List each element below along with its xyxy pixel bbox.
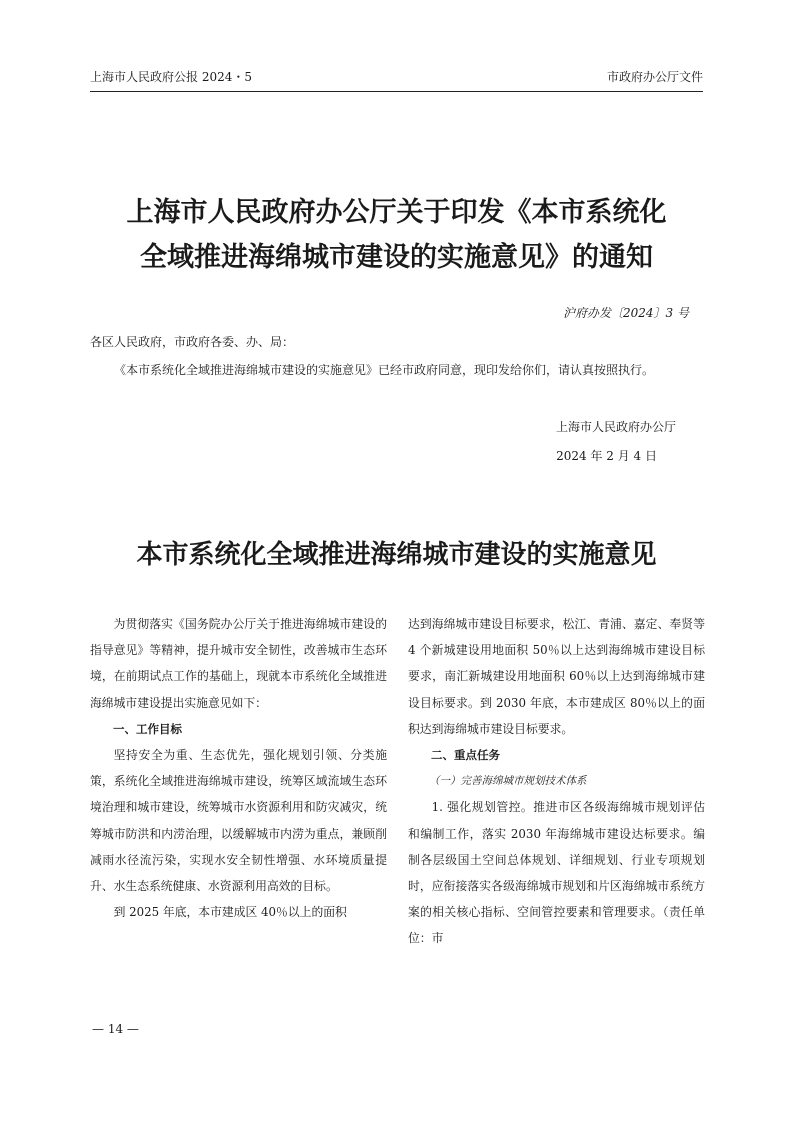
left-column	[90, 611, 387, 925]
notice-body: 《本市系统化全域推进海绵城市建设的实施意见》已经市政府同意，现印发给你们，请认真按照执行。	[114, 363, 655, 377]
section-heading-tasks: 二、重点任务	[431, 748, 500, 763]
subsection-heading-planning: （一）完善海绵城市规划技术体系	[429, 775, 587, 788]
section-heading-goals: 一、工作目标	[113, 721, 182, 736]
notice-title-line2: 全域推进海绵城市建设的实施意见》的通知	[140, 242, 653, 273]
opinion-title: 本市系统化全域推进海绵城市建设的实施意见	[136, 540, 657, 570]
document-category: 市政府办公厅文件	[606, 70, 703, 84]
page-number: — 14 —	[92, 1022, 139, 1036]
right-column	[408, 611, 705, 952]
header-divider	[90, 91, 703, 92]
goals-paragraph: 坚持安全为重、生态优先，强化规划引领、分类施策，系统化全域推进海绵城市建设，统筹区域流域生态环境治理和城市建设，统筹城市水资源利用和防灾减灾，统筹城市防洪和内涝治理，以缓解城市内涝为重点，兼顾削减雨水径流污染，实现水安全韧性增强、水环境质量提升、水生态系统健康、水资源利用高效的目标。	[90, 748, 387, 894]
document-number: 沪府办发〔2024〕3 号	[563, 306, 689, 320]
issuing-office: 上海市人民政府办公厅	[555, 420, 676, 434]
gazette-header: 上海市人民政府公报 2024・5	[90, 70, 252, 84]
addressees: 各区人民政府，市政府各委、办、局：	[90, 335, 295, 349]
notice-title	[60, 190, 733, 280]
notice-title-line1: 上海市人民政府办公厅关于印发《本市系统化	[126, 197, 667, 228]
targets-paragraph-continued: 达到海绵城市建设目标要求，松江、青浦、嘉定、奉贤等 4 个新城建设用地面积 50％以上达到海绵城市建设目标要求，南汇新城建设用地面积 60％以上达到海绵城市建设目标要求。到 2030 年底，本市建成区 80％以上的面积达到海绵城市建设目标要求。	[408, 617, 705, 736]
issue-date: 2024 年 2 月 4 日	[556, 449, 657, 463]
intro-paragraph: 为贯彻落实《国务院办公厅关于推进海绵城市建设的指导意见》等精神，提升城市安全韧性，改善城市生态环境，在前期试点工作的基础上，现就本市系统化全域推进海绵城市建设提出实施意见如下：	[90, 617, 387, 710]
task-item-1: 1. 强化规划管控。推进市区各级海绵城市规划评估和编制工作，落实 2030 年海绵城市建设达标要求。编制各层级国土空间总体规划、详细规划、行业专项规划时，应衔接落实各级海绵城市规划和片区海绵城市系统方案的相关核心指标、空间管控要素和管理要求。（责任单位：市	[408, 800, 705, 946]
targets-paragraph: 到 2025 年底，本市建成区 40％以上的面积	[113, 905, 347, 920]
